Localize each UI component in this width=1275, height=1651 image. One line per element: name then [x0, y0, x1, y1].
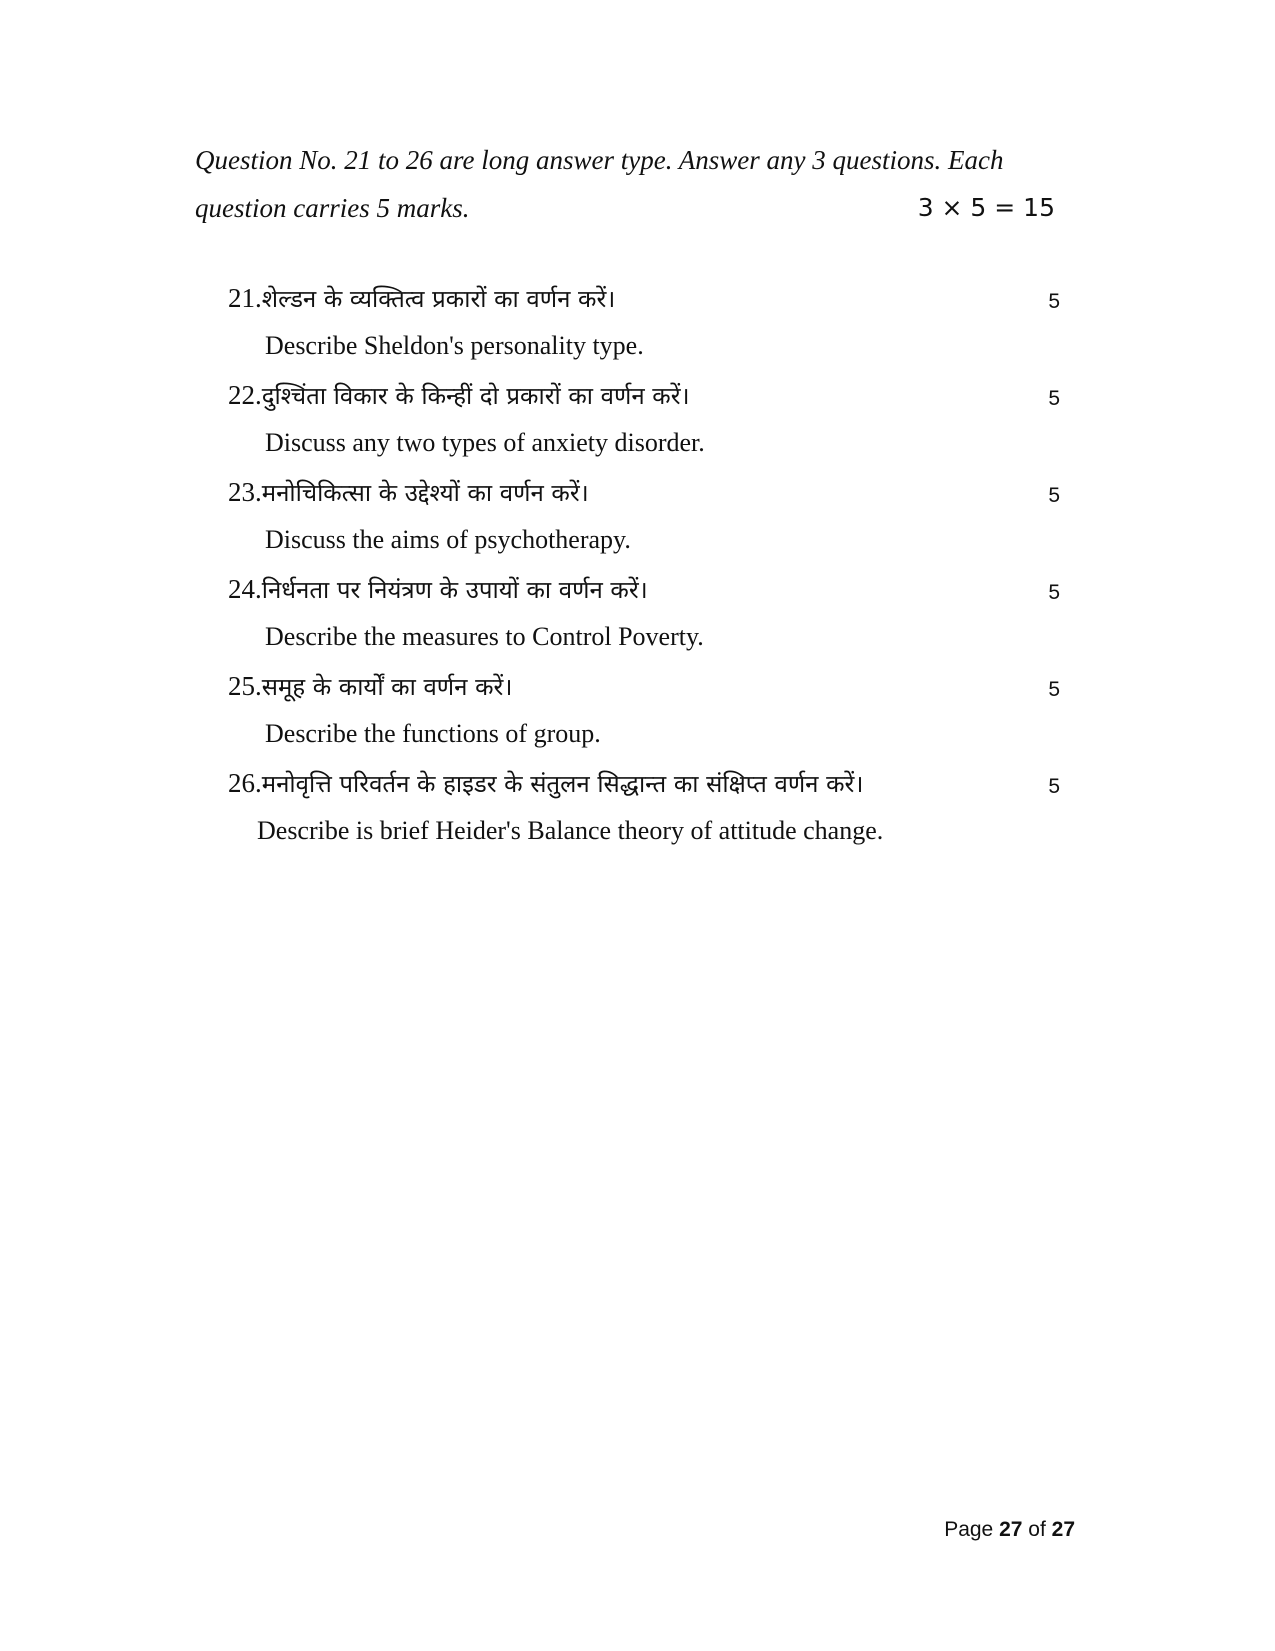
question-number: 23.: [228, 477, 262, 507]
question-hindi-text: मनोचिकित्सा के उद्देश्यों का वर्णन करें।: [261, 479, 589, 507]
instructions-line-2: question carries 5 marks.: [195, 193, 470, 223]
question-english-text: Discuss any two types of anxiety disorder.: [265, 428, 705, 457]
question-number: 24.: [228, 574, 262, 604]
page-number-footer: [944, 1518, 1075, 1542]
instructions-line-2-row: [195, 184, 1055, 232]
question-marks: 5: [1048, 678, 1060, 701]
question-english-text: Discuss the aims of psychotherapy.: [265, 525, 631, 554]
page-of-label: of: [1028, 1518, 1046, 1541]
marks-formula: 3 × 5 = 15: [917, 193, 1055, 222]
question-hindi-text: मनोवृत्ति परिवर्तन के हाइडर के संतुलन सिद्धान्त का संक्षिप्त वर्णन करें।: [261, 770, 864, 798]
question-number: 21.: [228, 283, 262, 313]
question-23: [228, 472, 1060, 569]
question-hindi-text: निर्धनता पर नियंत्रण के उपायों का वर्णन करें।: [261, 576, 648, 604]
question-number: 22.: [228, 380, 262, 410]
page-label: Page: [944, 1518, 994, 1541]
question-english-text: Describe is brief Heider's Balance theory of attitude change.: [257, 816, 884, 845]
question-22: [228, 375, 1060, 472]
question-english-text: Describe Sheldon's personality type.: [265, 331, 644, 360]
question-hindi-text: शेल्डन के व्यक्तित्व प्रकारों का वर्णन करें।: [261, 285, 616, 313]
question-21: [228, 278, 1060, 375]
question-hindi-text: समूह के कार्यों का वर्णन करें।: [261, 673, 513, 701]
question-marks: 5: [1048, 775, 1060, 798]
question-marks: 5: [1048, 290, 1060, 313]
question-english-text: Describe the functions of group.: [265, 719, 601, 748]
question-hindi-text: दुश्चिंता विकार के किन्हीं दो प्रकारों का वर्णन करें।: [261, 382, 690, 410]
question-marks: 5: [1048, 581, 1060, 604]
question-list: [228, 278, 1060, 860]
question-marks: 5: [1048, 484, 1060, 507]
question-marks: 5: [1048, 387, 1060, 410]
total-pages: 27: [1051, 1518, 1075, 1541]
question-24: [228, 569, 1060, 666]
current-page: 27: [999, 1518, 1023, 1541]
question-number: 26.: [228, 768, 262, 798]
question-number: 25.: [228, 671, 262, 701]
instructions-block: [195, 136, 1055, 232]
question-25: [228, 666, 1060, 763]
question-26: [228, 763, 1060, 860]
instructions-line-1: Question No. 21 to 26 are long answer type. Answer any 3 questions. Each: [195, 145, 1004, 175]
question-english-text: Describe the measures to Control Poverty.: [265, 622, 704, 651]
